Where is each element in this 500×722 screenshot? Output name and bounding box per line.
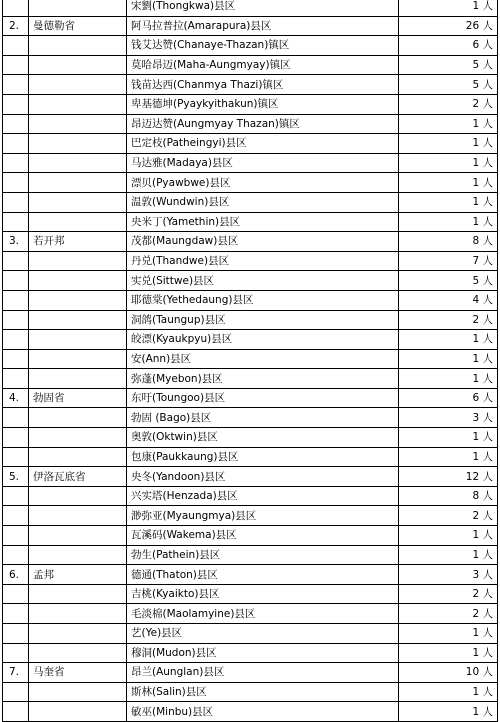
count-cell: 1 人 [399,643,498,663]
district-cell: 卑基德坤(Pyaykyithakun)镇区 [127,94,399,114]
district-cell: 奥敦(Oktwin)县区 [127,428,399,448]
table-row [3,447,498,467]
table-row [3,643,498,663]
row-number-cell [3,643,29,663]
count-cell: 1 人 [399,134,498,154]
count-cell: 1 人 [399,349,498,369]
count-cell: 1 人 [399,624,498,644]
region-cell [29,251,127,271]
region-cell [29,428,127,448]
region-cell [29,349,127,369]
row-number-cell [3,271,29,291]
table-row [3,232,498,252]
row-number-cell [3,486,29,506]
district-cell: 昂迈达赞(Aungmyay Thazan)镇区 [127,114,399,134]
district-cell: 昂兰(Aunglan)县区 [127,663,399,683]
row-number-cell [3,0,29,16]
count-cell: 10 人 [399,663,498,683]
table-row [3,584,498,604]
district-cell: 包康(Paukkaung)县区 [127,447,399,467]
count-cell: 5 人 [399,55,498,75]
district-cell: 钱苗达西(Chanmya Thazi)镇区 [127,75,399,95]
district-cell: 漂贝(Pyawbwe)县区 [127,173,399,193]
district-cell: 央米丁(Yamethin)县区 [127,212,399,232]
region-cell [29,36,127,56]
region-cell [29,55,127,75]
region-cell [29,271,127,291]
row-number-cell [3,173,29,193]
row-number-cell [3,134,29,154]
table-row [3,173,498,193]
district-cell: 阿马拉普拉(Amarapura)县区 [127,16,399,36]
table-row [3,526,498,546]
table-row [3,545,498,565]
region-cell [29,0,127,16]
count-cell: 8 人 [399,232,498,252]
table-row [3,682,498,702]
district-cell: 兴实塔(Henzada)县区 [127,486,399,506]
row-number-cell [3,55,29,75]
district-cell: 斯林(Salin)县区 [127,682,399,702]
district-cell: 吉桃(Kyaikto)县区 [127,584,399,604]
region-cell [29,506,127,526]
count-cell: 1 人 [399,428,498,448]
region-cell: 若开邦 [29,232,127,252]
count-cell: 12 人 [399,467,498,487]
table-row [3,663,498,683]
table-row [3,271,498,291]
table-row [3,251,498,271]
count-cell: 26 人 [399,16,498,36]
count-cell: 5 人 [399,271,498,291]
district-cell: 钱艾达赞(Chanaye-Thazan)镇区 [127,36,399,56]
count-cell: 1 人 [399,114,498,134]
row-number-cell [3,702,29,722]
region-cell: 马奎省 [29,663,127,683]
district-cell: 宋劉(Thongkwa)县区 [127,0,399,16]
district-cell: 丹兑(Thandwe)县区 [127,251,399,271]
count-cell: 2 人 [399,506,498,526]
region-cell [29,584,127,604]
table-row [3,75,498,95]
count-cell: 7 人 [399,251,498,271]
row-number-cell [3,369,29,389]
row-number-cell [3,330,29,350]
district-cell: 马达雅(Madaya)县区 [127,153,399,173]
table-row [3,55,498,75]
row-number-cell [3,584,29,604]
region-cell [29,447,127,467]
row-number-cell [3,94,29,114]
count-cell: 1 人 [399,192,498,212]
table-row [3,349,498,369]
region-cell [29,604,127,624]
row-number-cell: 2. [3,16,29,36]
count-cell: 3 人 [399,565,498,585]
table-row [3,0,498,16]
district-cell: 温敦(Wundwin)县区 [127,192,399,212]
district-cell: 渺弥亚(Myaungmya)县区 [127,506,399,526]
table-row [3,702,498,722]
district-cell: 瓦溪码(Wakema)县区 [127,526,399,546]
district-cell: 央冬(Yandoon)县区 [127,467,399,487]
region-cell [29,94,127,114]
region-cell [29,408,127,428]
region-cell [29,526,127,546]
table-row [3,16,498,36]
table-row [3,310,498,330]
row-number-cell: 5. [3,467,29,487]
district-cell: 德通(Thaton)县区 [127,565,399,585]
region-cell [29,192,127,212]
row-number-cell: 6. [3,565,29,585]
count-cell: 3 人 [399,408,498,428]
region-cell [29,290,127,310]
district-cell: 敏巫(Minbu)县区 [127,702,399,722]
table-row [3,388,498,408]
table-row [3,114,498,134]
region-cell [29,212,127,232]
region-cell [29,330,127,350]
district-cell: 东吁(Toungoo)县区 [127,388,399,408]
row-number-cell [3,604,29,624]
region-cell [29,134,127,154]
district-cell: 穆洞(Mudon)县区 [127,643,399,663]
table-row [3,212,498,232]
region-cell: 孟邦 [29,565,127,585]
table-row [3,408,498,428]
district-cell: 弥蓬(Myebon)县区 [127,369,399,389]
row-number-cell [3,545,29,565]
table-row [3,36,498,56]
count-cell: 4 人 [399,290,498,310]
count-cell: 1 人 [399,173,498,193]
count-cell: 1 人 [399,526,498,546]
row-number-cell [3,624,29,644]
row-number-cell: 4. [3,388,29,408]
district-cell: 安(Ann)县区 [127,349,399,369]
region-cell [29,75,127,95]
count-cell: 2 人 [399,604,498,624]
district-cell: 皎漂(Kyaukpyu)县区 [127,330,399,350]
row-number-cell: 7. [3,663,29,683]
district-cell: 巴定枝(Patheingyi)县区 [127,134,399,154]
count-cell: 1 人 [399,153,498,173]
district-cell: 勃生(Pathein)县区 [127,545,399,565]
region-cell [29,702,127,722]
count-cell: 1 人 [399,0,498,16]
table-row [3,94,498,114]
count-cell: 1 人 [399,369,498,389]
district-cell: 勃固 (Bago)县区 [127,408,399,428]
table-row [3,290,498,310]
region-cell [29,545,127,565]
row-number-cell [3,290,29,310]
table-row [3,506,498,526]
region-cell [29,310,127,330]
row-number-cell [3,36,29,56]
count-cell: 1 人 [399,702,498,722]
region-cell: 曼德勒省 [29,16,127,36]
count-cell: 2 人 [399,310,498,330]
table-body [3,0,498,721]
row-number-cell: 3. [3,232,29,252]
region-cell: 伊洛瓦底省 [29,467,127,487]
district-cell: 洞鸽(Taungup)县区 [127,310,399,330]
district-cell: 实兑(Sittwe)县区 [127,271,399,291]
region-cell: 勃固省 [29,388,127,408]
table-row [3,330,498,350]
count-cell: 1 人 [399,447,498,467]
row-number-cell [3,349,29,369]
row-number-cell [3,310,29,330]
count-cell: 1 人 [399,330,498,350]
table-row [3,486,498,506]
count-cell: 6 人 [399,36,498,56]
table-row [3,428,498,448]
region-cell [29,153,127,173]
district-count-table [2,0,498,722]
table-row [3,134,498,154]
row-number-cell [3,212,29,232]
district-cell: 耶德棠(Yethedaung)县区 [127,290,399,310]
table-row [3,624,498,644]
table-row [3,153,498,173]
region-cell [29,486,127,506]
count-cell: 6 人 [399,388,498,408]
row-number-cell [3,114,29,134]
table-row [3,467,498,487]
count-cell: 1 人 [399,545,498,565]
count-cell: 2 人 [399,584,498,604]
count-cell: 1 人 [399,212,498,232]
row-number-cell [3,682,29,702]
district-cell: 毛淡棉(Maolamyine)县区 [127,604,399,624]
count-cell: 8 人 [399,486,498,506]
count-cell: 2 人 [399,94,498,114]
district-cell: 茂都(Maungdaw)县区 [127,232,399,252]
table-row [3,604,498,624]
row-number-cell [3,251,29,271]
row-number-cell [3,408,29,428]
row-number-cell [3,526,29,546]
row-number-cell [3,153,29,173]
count-cell: 5 人 [399,75,498,95]
row-number-cell [3,192,29,212]
region-cell [29,114,127,134]
district-cell: 莫哈昂迈(Maha-Aungmyay)镇区 [127,55,399,75]
table-row [3,192,498,212]
row-number-cell [3,506,29,526]
region-cell [29,369,127,389]
row-number-cell [3,75,29,95]
row-number-cell [3,428,29,448]
region-cell [29,682,127,702]
region-cell [29,624,127,644]
region-cell [29,173,127,193]
table-row [3,565,498,585]
row-number-cell [3,447,29,467]
district-cell: 艺(Ye)县区 [127,624,399,644]
region-cell [29,643,127,663]
count-cell: 1 人 [399,682,498,702]
table-row [3,369,498,389]
